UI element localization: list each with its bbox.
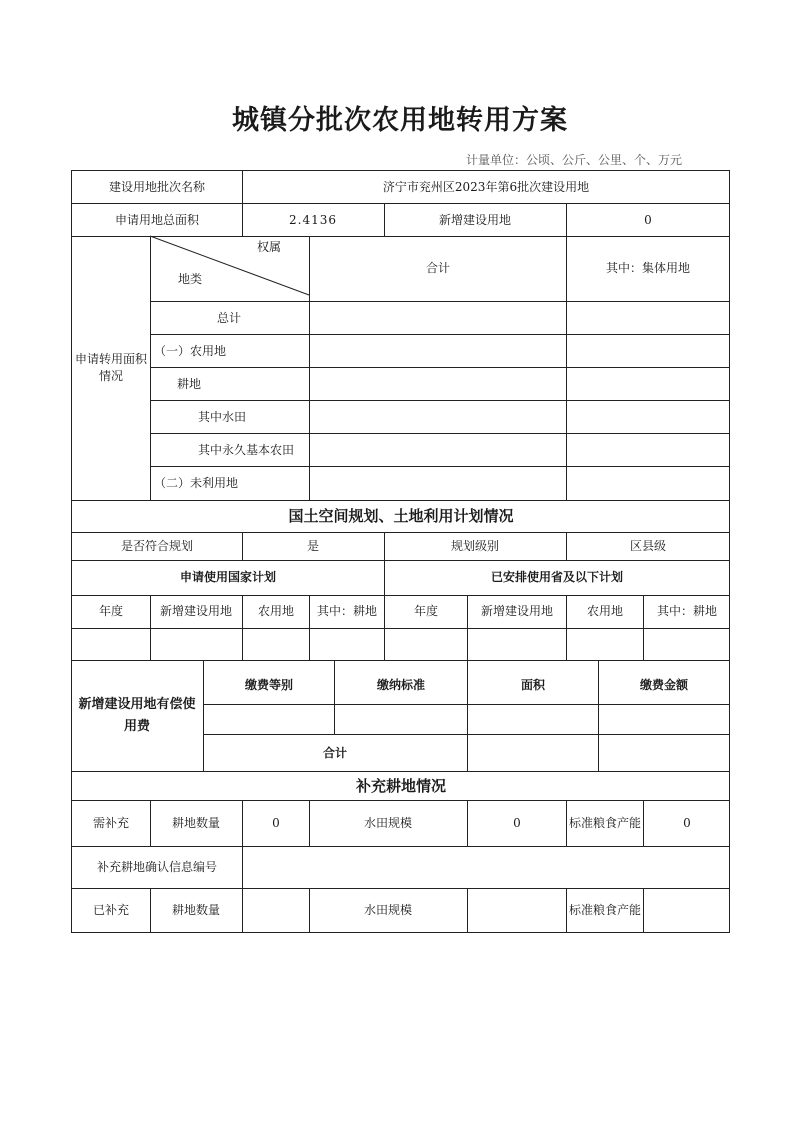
need-arable-qty-label: 耕地数量: [171, 816, 221, 830]
need-paddy-value: 0: [513, 816, 521, 830]
confirm-code-label: 补充耕地确认信息编号: [96, 860, 218, 874]
national-plan-header: 申请使用国家计划: [179, 570, 277, 584]
fee-section-label: 新增建设用地有偿使用费: [78, 697, 196, 734]
fee-col-grade: 缴费等别: [244, 678, 294, 692]
done-arable-qty-label: 耕地数量: [171, 903, 221, 917]
plan-col-year-national: 年度: [98, 604, 124, 618]
conversion-section-label: 申请转用面积情况: [74, 352, 147, 383]
col-total-header: 合计: [425, 261, 451, 275]
batch-name-label: 建设用地批次名称: [108, 180, 206, 194]
planning-section-title: 国土空间规划、土地利用计划情况: [288, 507, 514, 525]
row-paddy-field: 其中水田: [198, 410, 247, 424]
conform-label: 是否符合规划: [120, 539, 194, 553]
batch-name-value: 济宁市兖州区2023年第6批次建设用地: [382, 180, 590, 194]
row-unused-land: （二）未利用地: [154, 476, 239, 490]
need-supplement-label: 需补充: [92, 816, 130, 830]
plan-col-year-provincial: 年度: [413, 604, 439, 618]
fee-col-standard: 缴纳标准: [376, 678, 426, 692]
total-area-value: 2.4136: [289, 213, 337, 227]
conversion-plan-form: [71, 170, 730, 933]
done-supplement-label: 已补充: [92, 903, 130, 917]
plan-level-label: 规划级别: [450, 539, 500, 553]
diag-header-ownership: 权属: [257, 240, 282, 254]
row-arable-land: 耕地: [177, 377, 202, 391]
new-construction-label: 新增建设用地: [438, 213, 512, 227]
fee-col-amount: 缴费金额: [639, 678, 689, 692]
done-grain-label: 标准粮食产能: [568, 903, 642, 917]
unit-note: 计量单位：公顷、公斤、公里、个、万元: [465, 153, 682, 167]
plan-col-arable-national: 其中：耕地: [316, 604, 378, 618]
provincial-plan-header: 已安排使用省及以下计划: [490, 570, 624, 584]
document-title: 城镇分批次农用地转用方案: [232, 105, 568, 136]
done-paddy-label: 水田规模: [363, 903, 413, 917]
conform-value: 是: [306, 539, 320, 553]
plan-level-value: 区县级: [629, 539, 667, 553]
plan-col-agricultural-provincial: 农用地: [586, 604, 624, 618]
need-paddy-label: 水田规模: [363, 816, 413, 830]
plan-col-agricultural-national: 农用地: [257, 604, 295, 618]
plan-col-new-construction-provincial: 新增建设用地: [480, 604, 554, 618]
row-grand-total: 总计: [216, 311, 242, 325]
plan-col-new-construction-national: 新增建设用地: [159, 604, 233, 618]
new-construction-value: 0: [644, 213, 652, 227]
row-permanent-farmland: 其中永久基本农田: [198, 443, 295, 457]
diag-header-land-type: 地类: [178, 272, 203, 286]
plan-col-arable-provincial: 其中：耕地: [656, 604, 718, 618]
need-arable-qty-value: 0: [272, 816, 280, 830]
row-agricultural-land: （一）农用地: [154, 344, 227, 358]
fee-total-label: 合计: [322, 746, 348, 760]
col-collective-header: 其中：集体用地: [605, 261, 691, 275]
total-area-label: 申请用地总面积: [114, 213, 200, 227]
supplement-section-title: 补充耕地情况: [355, 777, 447, 795]
fee-col-area: 面积: [520, 678, 546, 692]
need-grain-value: 0: [683, 816, 691, 830]
need-grain-label: 标准粮食产能: [568, 816, 642, 830]
